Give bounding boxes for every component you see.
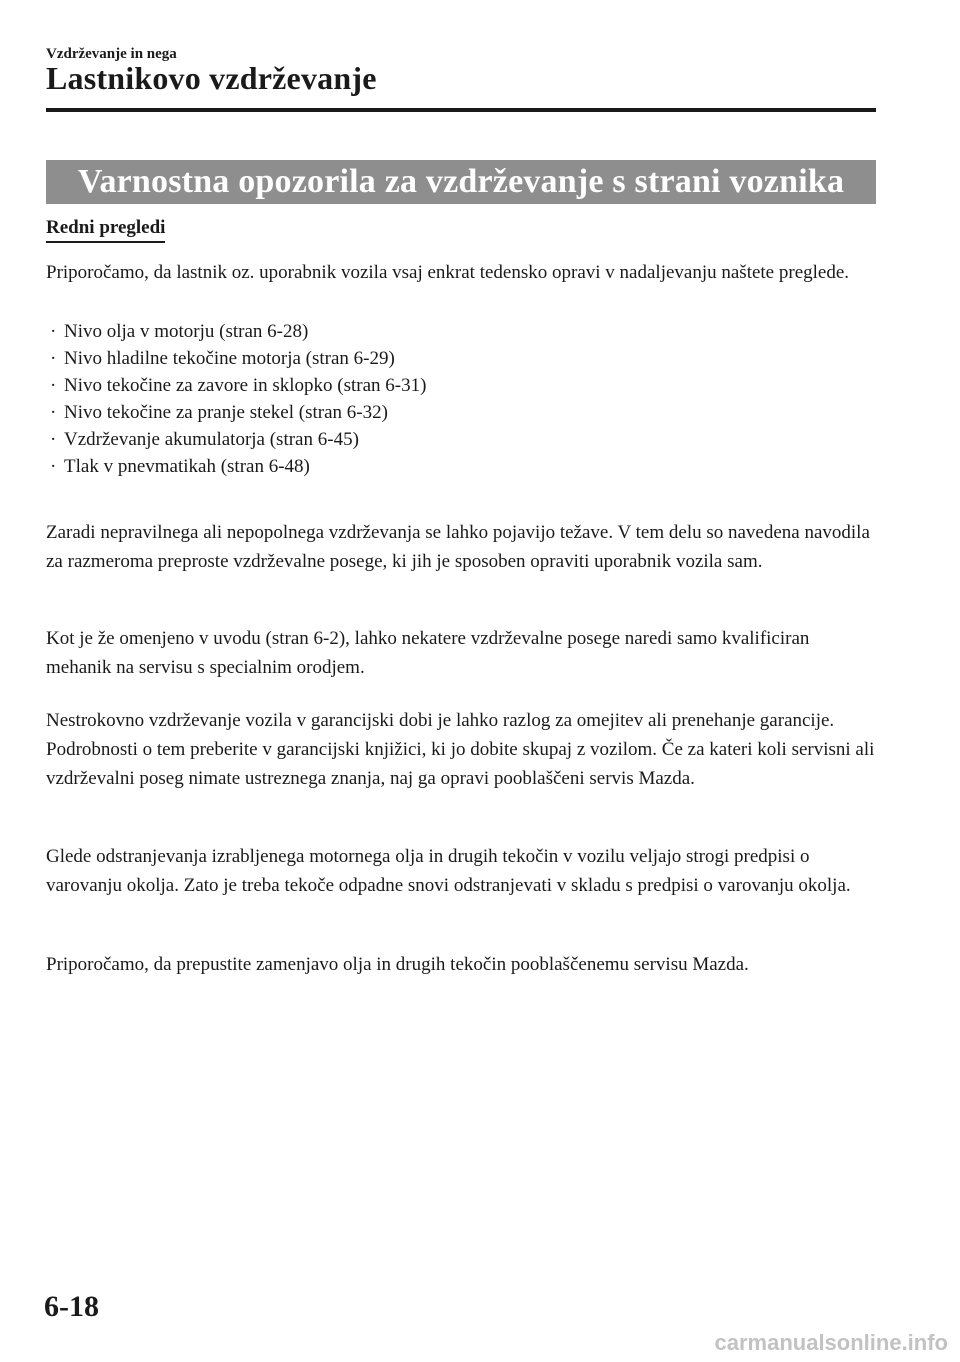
list-item [46, 345, 876, 372]
list-item-text: Nivo tekočine za pranje stekel (stran 6-32) [64, 402, 388, 423]
list-item [46, 426, 876, 453]
list-item [46, 399, 876, 426]
subheading: Redni pregledi [46, 217, 165, 243]
list-item [46, 318, 876, 345]
bullet-icon: · [50, 429, 57, 450]
topic-banner: Varnostna opozorila za vzdrževanje s strani voznika [46, 160, 876, 204]
section-title: Lastnikovo vzdrževanje [46, 60, 377, 96]
bullet-icon: · [50, 375, 57, 396]
list-item-text: Tlak v pnevmatikah (stran 6-48) [64, 456, 310, 477]
list-item [46, 453, 876, 480]
bullet-icon: · [50, 321, 57, 342]
watermark: carmanualsonline.info [714, 1330, 948, 1355]
list-item-text: Nivo hladilne tekočine motorja (stran 6-29) [64, 348, 395, 369]
chapter-label: Vzdrževanje in nega [46, 46, 177, 62]
list-item-text: Nivo olja v motorju (stran 6-28) [64, 321, 309, 342]
list-item-text: Vzdrževanje akumulatorja (stran 6-45) [64, 429, 359, 450]
list-item-text: Nivo tekočine za zavore in sklopko (stran 6-31) [64, 375, 427, 396]
list-item [46, 372, 876, 399]
bullet-icon: · [50, 456, 57, 477]
paragraph: Glede odstranjevanja izrabljenega motornega olja in drugih tekočin v vozilu veljajo strogi predpisi o varovanju okolja. Zato je treba tekoče odpadne snovi odstranjevati v skladu s predpisi o varovanju okolja. [46, 846, 851, 896]
paragraph: Priporočamo, da prepustite zamenjavo olja in drugih tekočin pooblaščenemu servisu Mazda. [46, 954, 749, 975]
page-number: 6-18 [44, 1290, 99, 1323]
paragraph: Zaradi nepravilnega ali nepopolnega vzdrževanja se lahko pojavijo težave. V tem delu so navedena navodila za razmeroma preproste vzdrževalne posege, ki jih je sposoben opraviti uporabnik vozila sam. [46, 522, 870, 572]
title-divider [46, 108, 876, 112]
bullet-icon: · [50, 348, 57, 369]
checks-list [46, 318, 876, 480]
paragraph: Nestrokovno vzdrževanje vozila v garancijski dobi je lahko razlog za omejitev ali prenehanje garancije. Podrobnosti o tem preberite v garancijski knjižici, ki jo dobite skupaj z vozilom. Če za kateri koli servisni ali vzdrževalni poseg nimate ustreznega znanja, naj ga opravi pooblaščeni servis Mazda. [46, 710, 875, 789]
paragraph: Kot je že omenjeno v uvodu (stran 6-2), lahko nekatere vzdrževalne posege naredi samo kvalificiran mehanik na servisu s specialnim orodjem. [46, 628, 810, 678]
intro-paragraph: Priporočamo, da lastnik oz. uporabnik vozila vsaj enkrat tedensko opravi v nadaljevanju naštete preglede. [46, 262, 850, 283]
bullet-icon: · [50, 402, 57, 423]
